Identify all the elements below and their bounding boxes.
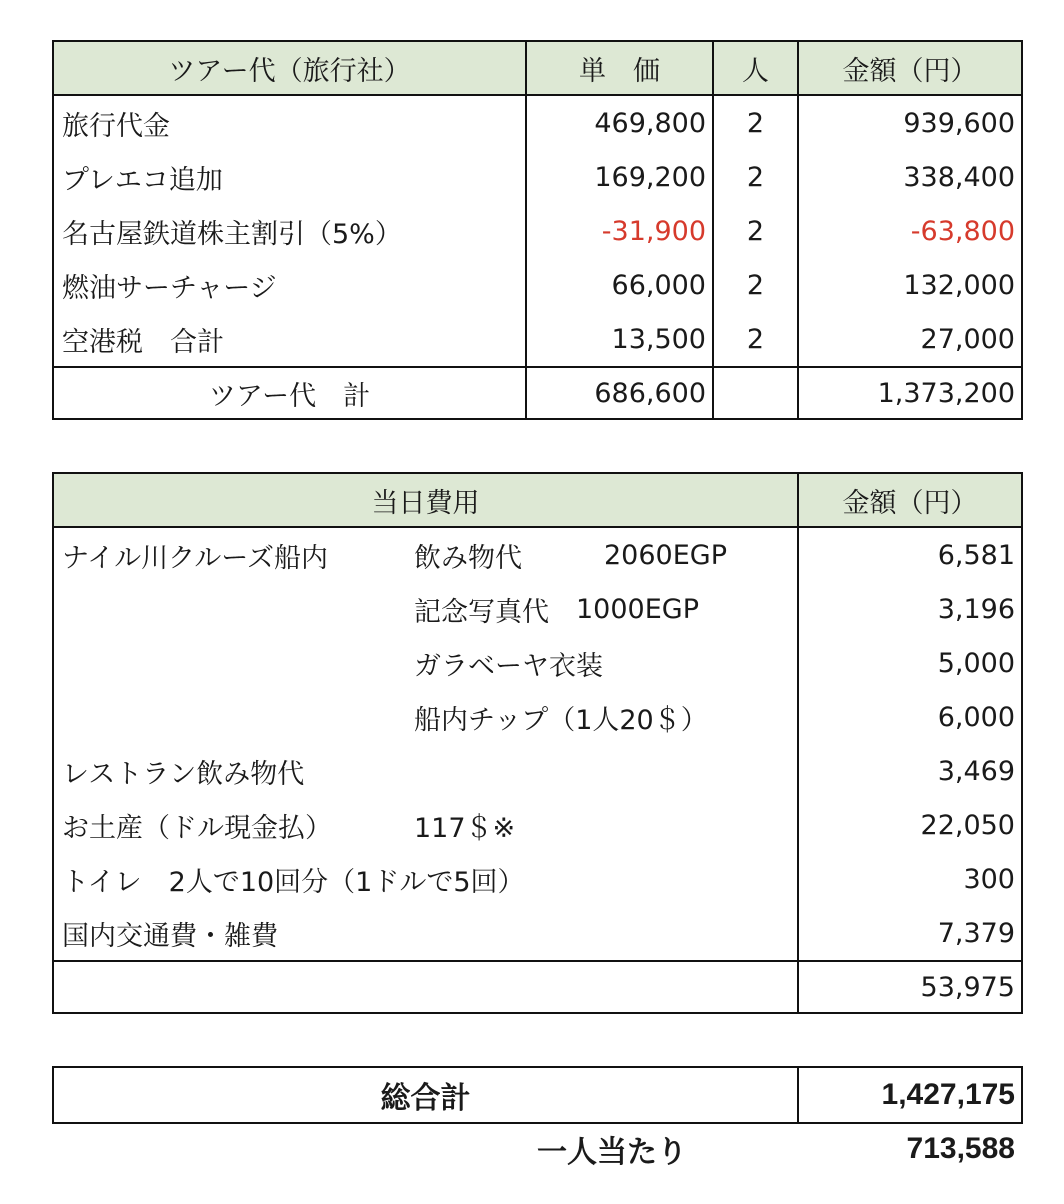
row-detail: ガラベーヤ衣装 (414, 650, 603, 682)
grand-total-row (54, 1068, 1021, 1122)
per-person-row (52, 1122, 1023, 1176)
row-item (54, 528, 799, 582)
row-persons: 2 (714, 204, 799, 258)
row-category: お土産（ドル現金払） (62, 812, 332, 844)
row-item: 空港税 合計 (54, 312, 527, 366)
row-amount: 6,000 (937, 701, 1015, 733)
tour-header-amount: 金額（円） (842, 55, 978, 87)
tour-header-row (54, 42, 1021, 96)
tour-header-item: ツアー代（旅行社） (54, 42, 527, 94)
per-person-label: 一人当たり (537, 1136, 687, 1169)
row-persons: 2 (714, 96, 799, 150)
table-row (54, 96, 1021, 150)
row-item: 名古屋鉄道株主割引（5%） (54, 204, 527, 258)
row-detail: 記念写真代 (414, 596, 549, 628)
grand-total-label: 総合計 (54, 1068, 799, 1122)
row-item: 国内交通費・雑費 (54, 906, 799, 960)
row-amount-negative: -63,800 (910, 215, 1015, 247)
table-row (54, 150, 1021, 204)
daily-expense-table (52, 472, 1023, 1014)
table-row (54, 528, 1021, 582)
tour-total-amount: 1,373,200 (877, 377, 1015, 409)
row-amount: 132,000 (903, 269, 1015, 301)
row-unit-price: 469,800 (527, 96, 714, 150)
table-row (54, 690, 1021, 744)
daily-total-row (54, 960, 1021, 1012)
row-unit-price: 169,200 (527, 150, 714, 204)
tour-header-persons: 人 (714, 42, 799, 94)
row-amount: 3,469 (937, 755, 1015, 787)
table-row (54, 636, 1021, 690)
daily-header-amount: 金額（円） (842, 487, 978, 519)
table-row (54, 582, 1021, 636)
daily-header-row (54, 474, 1021, 528)
table-row (54, 204, 1021, 258)
row-amount: 338,400 (903, 161, 1015, 193)
row-unit-price: 13,500 (527, 312, 714, 366)
row-amount: 3,196 (937, 593, 1015, 625)
tour-total-row (54, 366, 1021, 418)
row-unit-price-negative: -31,900 (527, 204, 714, 258)
row-item: 燃油サーチャージ (54, 258, 527, 312)
table-row (54, 744, 1021, 798)
tour-total-unit-price: 686,600 (527, 368, 714, 418)
row-item: トイレ 2人で10回分（1ドルで5回） (54, 852, 799, 906)
daily-header-item: 当日費用 (54, 474, 799, 526)
row-persons: 2 (714, 258, 799, 312)
row-persons: 2 (714, 312, 799, 366)
tour-cost-table (52, 40, 1023, 420)
table-row (54, 852, 1021, 906)
row-note: 1000EGP (576, 593, 699, 625)
table-row (54, 798, 1021, 852)
row-unit-price: 66,000 (527, 258, 714, 312)
row-item: プレエコ追加 (54, 150, 527, 204)
row-item (54, 582, 799, 636)
row-amount: 27,000 (920, 323, 1015, 355)
table-row (54, 258, 1021, 312)
table-row (54, 906, 1021, 960)
tour-total-label: ツアー代 計 (54, 368, 527, 418)
tour-header-unit-price: 単 価 (527, 42, 714, 94)
row-detail: 船内チップ（1人20＄） (414, 704, 708, 736)
row-item: 旅行代金 (54, 96, 527, 150)
row-detail: 117＄※ (414, 812, 516, 844)
row-item (54, 636, 799, 690)
row-item: レストラン飲み物代 (54, 744, 799, 798)
table-row (54, 312, 1021, 366)
row-amount: 22,050 (920, 809, 1015, 841)
tour-total-persons (714, 368, 799, 418)
per-person-amount: 713,588 (906, 1132, 1015, 1165)
row-amount: 939,600 (903, 107, 1015, 139)
grand-total-amount: 1,427,175 (881, 1078, 1015, 1111)
grand-total-table (52, 1066, 1023, 1124)
row-category: ナイル川クルーズ船内 (62, 542, 328, 574)
row-amount: 6,581 (937, 539, 1015, 571)
row-item (54, 690, 799, 744)
row-amount: 300 (963, 863, 1015, 895)
row-amount: 5,000 (937, 647, 1015, 679)
daily-total-amount: 53,975 (920, 971, 1015, 1003)
row-note: 2060EGP (604, 539, 727, 571)
row-amount: 7,379 (937, 917, 1015, 949)
row-detail: 飲み物代 (414, 542, 522, 574)
daily-total-label (54, 962, 799, 1012)
row-persons: 2 (714, 150, 799, 204)
row-item (54, 798, 799, 852)
